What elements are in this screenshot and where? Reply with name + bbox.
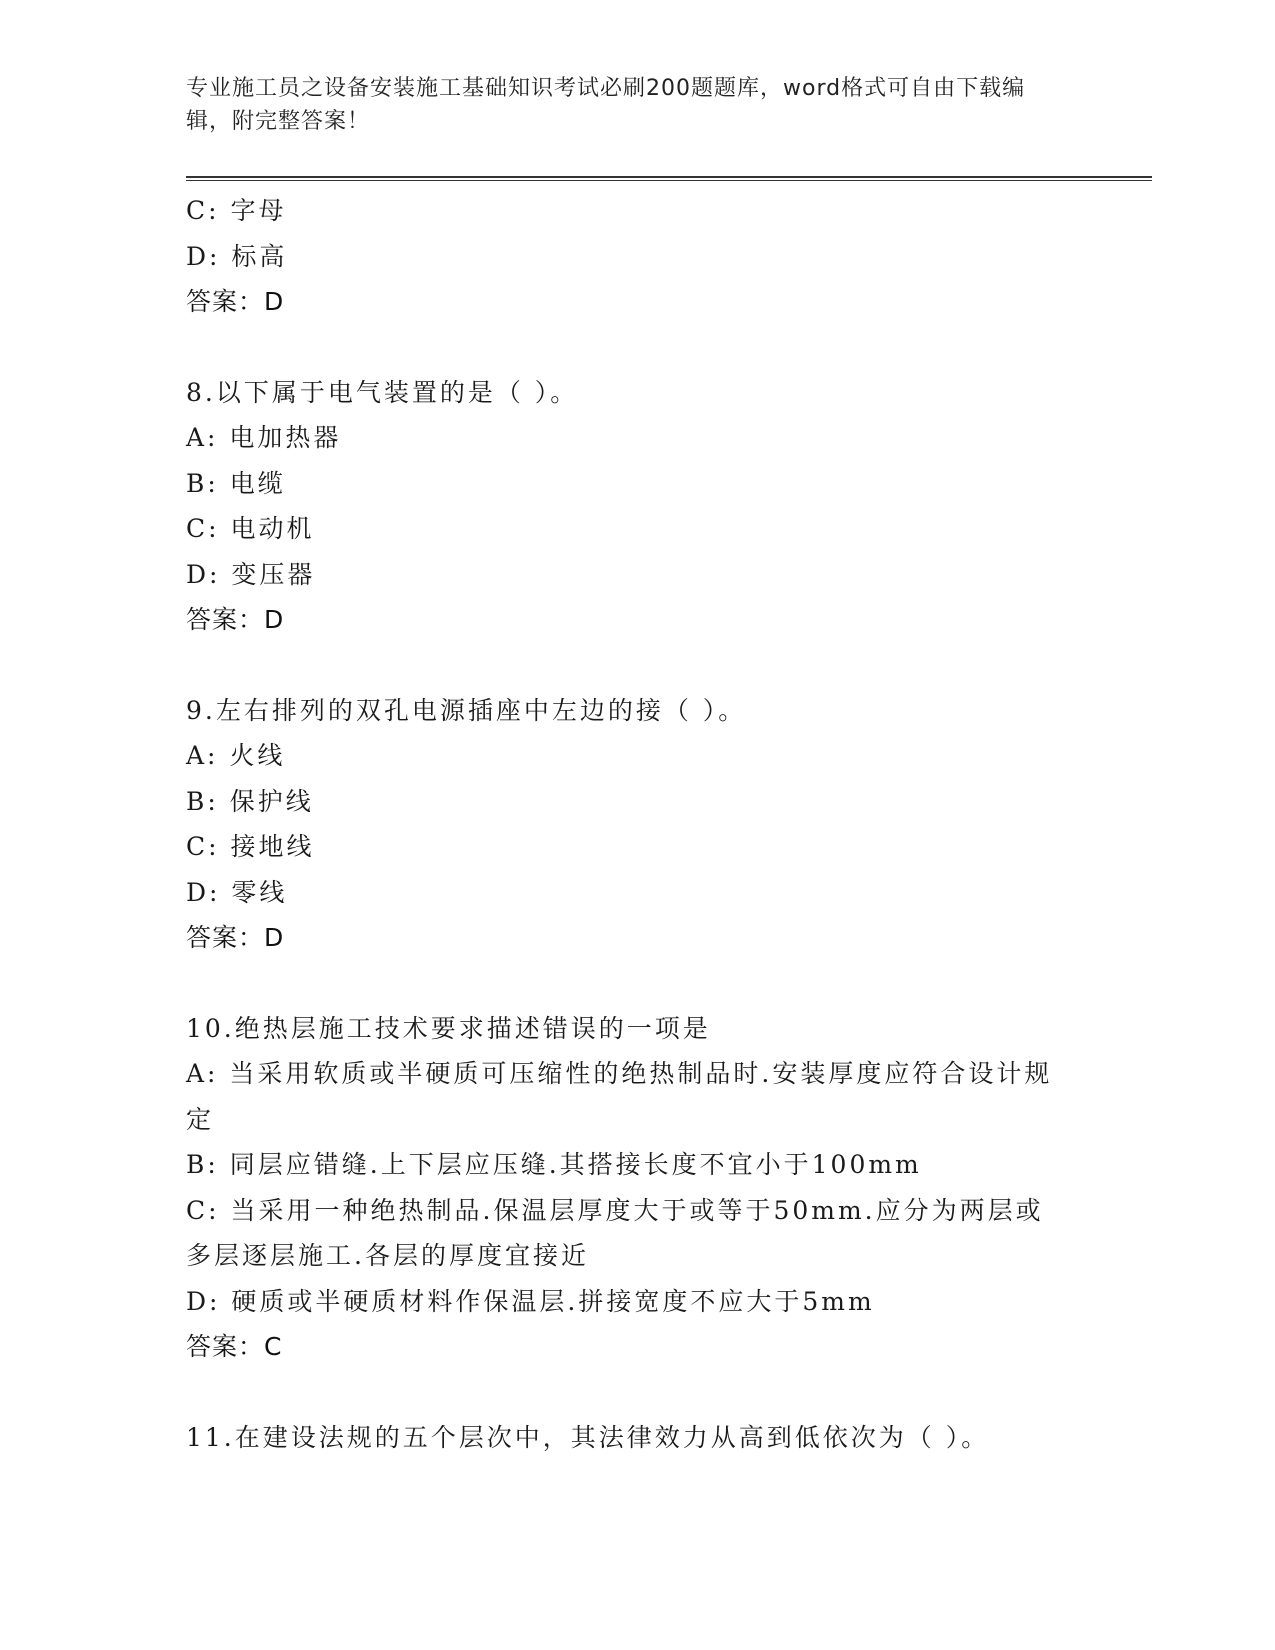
answer-line: 答案：D [186,287,285,316]
option-d: D: 硬质或半硬质材料作保温层.拼接宽度不应大于5mm [186,1286,875,1316]
spacer [186,1370,1086,1415]
option-b: B: 保护线 [186,786,314,816]
answer-line: 答案：C [186,1332,283,1361]
question-content [186,188,1086,1460]
question-8 [186,370,1086,643]
question-10 [186,1006,1086,1370]
option-d: D: 标高 [186,241,288,271]
option-a: A: 火线 [186,741,286,770]
option-a: A: 电加热器 [186,423,342,452]
spacer [186,961,1086,1006]
option-a: A: 当采用软质或半硬质可压缩性的绝热制品时.安装厚度应符合设计规定 [186,1059,1053,1134]
question-stem: 9.左右排列的双孔电源插座中左边的接（ ）。 [186,695,747,725]
header-divider [186,176,1152,181]
option-d: D: 零线 [186,877,288,907]
question-stem: 10.绝热层施工技术要求描述错误的一项是 [186,1013,711,1043]
question-stem: 8.以下属于电气装置的是（ ）。 [186,377,579,407]
question-9 [186,688,1086,961]
answer-line: 答案：D [186,605,285,634]
question-stem: 11.在建设法规的五个层次中，其法律效力从高到低依次为（ ）。 [186,1422,990,1452]
option-c: C: 电动机 [186,514,315,543]
option-c: C: 接地线 [186,832,315,861]
page-header [186,72,1066,138]
document-title: 专业施工员之设备安装施工基础知识考试必刷200题题库，word格式可自由下载编辑，附完整答案！ [186,76,1026,134]
answer-line: 答案：D [186,923,285,952]
option-b: B: 同层应错缝.上下层应压缝.其搭接长度不宜小于100mm [186,1150,922,1179]
option-c: C: 字母 [186,196,287,225]
option-d: D: 变压器 [186,559,316,589]
option-c: C: 当采用一种绝热制品.保温层厚度大于或等于50mm.应分为两层或多层逐层施工.各层的厚度宜接近 [186,1195,1044,1270]
spacer [186,325,1086,370]
question-11 [186,1415,1086,1461]
previous-question-tail [186,188,1086,325]
spacer [186,643,1086,688]
option-b: B: 电缆 [186,468,286,498]
